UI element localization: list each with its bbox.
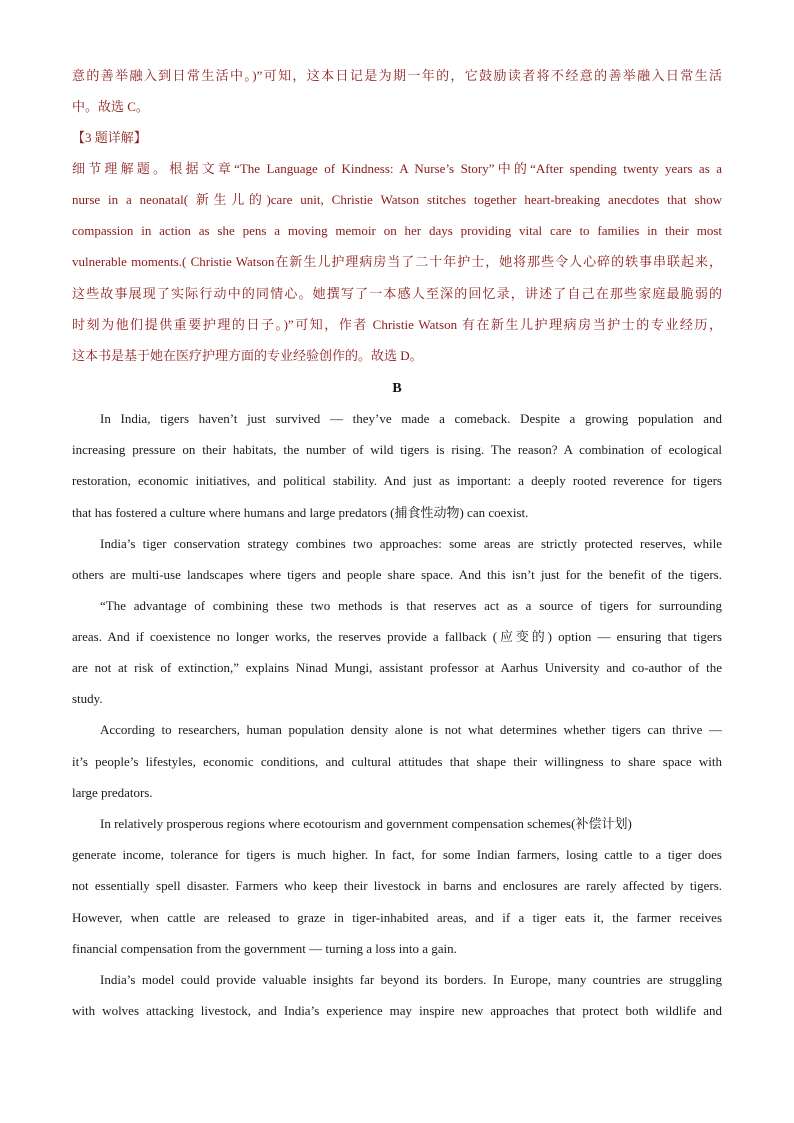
passage-line: large predators. [72,785,153,800]
passage-line: it’s people’s lifestyles, economic conditions, and cultural attitudes that shape their willingness to share space with [72,754,722,769]
q3-line-1: 细节理解题。根据文章“The Language of Kindness: A Nurse’s Story”中的“After spending twenty years as a [72,161,722,176]
q3-line-4: vulnerable moments.( Christie Watson在新生儿护理病房当了二十年护士，她将那些令人心碎的轶事串联起来， [72,254,722,269]
passage-line: generate income, tolerance for tigers is much higher. In fact, for some Indian farmers, losing cattle to a tiger does [72,847,722,862]
passage-line: that has fostered a culture where humans and large predators (捕食性动物) can coexist. [72,505,529,520]
passage-line: others are multi-use landscapes where tigers and people share space. And this isn’t just for the benefit of the tigers. [72,567,722,582]
answer-line-2: 中。故选 C。 [72,99,149,114]
passage-line: not essentially spell disaster. Farmers who keep their livestock in barns and enclosures are rarely affected by tigers. [72,878,722,893]
passage-line: with wolves attacking livestock, and India’s experience may inspire new approaches that protect both wildlife and [72,1003,722,1018]
q3-line-7: 这本书是基于她在医疗护理方面的专业经验创作的。故选 D。 [72,348,423,363]
q3-line-3: compassion in action as she pens a moving memoir on her days providing vital care to families in their most [72,223,722,238]
q3-line-6: 时刻为他们提供重要护理的日子。)”可知，作者 Christie Watson 有在新生儿护理病房当护士的专业经历， [72,317,722,332]
passage-line: In relatively prosperous regions where ecotourism and government compensation schemes(补偿计划) [100,816,632,831]
q3-title: 【3 题详解】 [72,130,147,145]
passage-line: restoration, economic initiatives, and political stability. And just as important: a deeply rooted reverence for tigers [72,473,722,488]
q3-line-2: nurse in a neonatal( 新生儿的)care unit, Christie Watson stitches together heart-breaking anecdotes that show [72,192,722,207]
passage-heading: B [392,381,402,396]
q3-line-5: 这些故事展现了实际行动中的同情心。她撰写了一本感人至深的回忆录，讲述了自己在那些家庭最脆弱的 [72,286,722,301]
passage-line: In India, tigers haven’t just survived — they’ve made a comeback. Despite a growing population and [100,411,722,426]
passage-line: areas. And if coexistence no longer works, the reserves provide a fallback (应变的) option — ensuring that tigers [72,629,722,644]
passage-line: India’s model could provide valuable insights far beyond its borders. In Europe, many countries are struggling [100,972,722,987]
passage-line: According to researchers, human population density alone is not what determines whether tigers can thrive — [100,722,722,737]
passage-line: increasing pressure on their habitats, the number of wild tigers is rising. The reason? A combination of ecological [72,442,722,457]
passage-line: financial compensation from the government — turning a loss into a gain. [72,941,457,956]
passage-line: India’s tiger conservation strategy combines two approaches: some areas are strictly protected reserves, while [100,536,722,551]
answer-line-1: 意的善举融入到日常生活中。)”可知，这本日记是为期一年的，它鼓励读者将不经意的善举融入日常生活 [72,68,722,83]
passage-line: study. [72,691,103,706]
passage-line: are not at risk of extinction,” explains Ninad Mungi, assistant professor at Aarhus University and co-author of the [72,660,722,675]
passage-line: However, when cattle are released to graze in tiger-inhabited areas, and if a tiger eats it, the farmer receives [72,910,722,925]
passage-line: “The advantage of combining these two methods is that reserves act as a source of tigers for surrounding [100,598,722,613]
